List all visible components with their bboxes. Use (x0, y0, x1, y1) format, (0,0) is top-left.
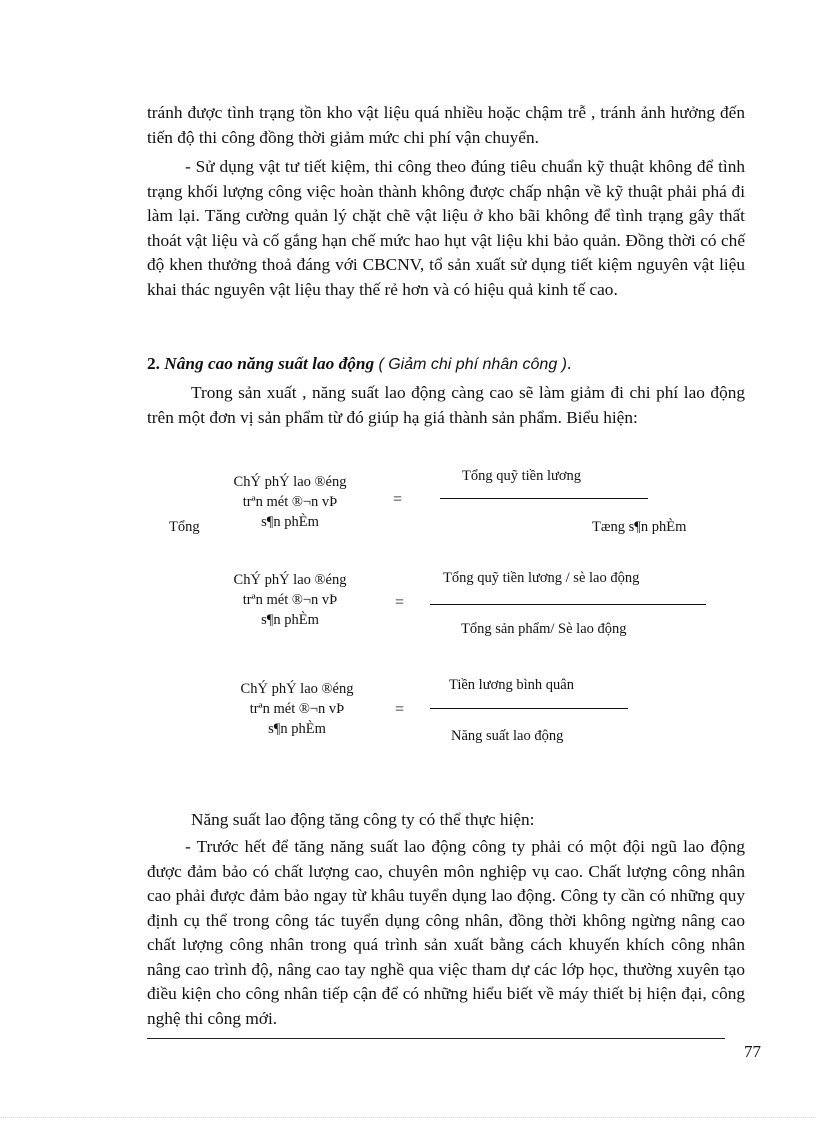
formula-2-fraction-bar (430, 604, 706, 605)
formula-1-numerator: Tổng quỹ tiền lương (462, 468, 582, 484)
formula-1-lhs-line-3: s¶n phÈm (261, 514, 319, 530)
formula-1-prefix: Tổng (169, 519, 200, 535)
page-number: 77 (744, 1042, 761, 1061)
formula-3-numerator: Tiền lương bình quân (449, 677, 574, 693)
formula-3-fraction-bar (430, 708, 628, 709)
formula-2-lhs-line-3: s¶n phÈm (261, 612, 319, 628)
section-number: 2. (147, 354, 160, 373)
section-title: Nâng cao năng suất lao động (164, 354, 375, 373)
paragraph-1: tránh được tình trạng tồn kho vật liệu quá nhiều hoặc chậm trễ , tránh ảnh hưởng đến tiến độ thi công đồng thời giảm mức chi phí vận chuyển. (147, 103, 745, 147)
formula-1-lhs-line-1: ChÝ phÝ lao ®éng (233, 474, 347, 490)
formula-1-denominator: Tæng s¶n phÈm (592, 519, 687, 535)
paragraph-5: - Trước hết để tăng năng suất lao động công ty phải có một đội ngũ lao động được đảm bảo có chất lượng cao, chuyên môn nghiệp vụ cao. Chất lượng công nhân cao phải được đảm bảo ngay từ khâu tuyển dụng lao động. Công ty cần có những quy định cụ thể trong công tác tuyển dụng công nhân, đồng thời không ngừng nâng cao chất lượng công nhân trong quá trình sản xuất bằng cách khuyến khích công nhân nâng cao trình độ, nâng cao tay nghề qua việc tham dự các lớp học, thường xuyên tạo điều kiện cho công nhân tiếp cận để có những hiểu biết về máy thiết bị hiện đại, công nghệ thi công mới. (147, 837, 745, 1028)
formula-2-numerator: Tổng quỹ tiền lương / sè lao động (443, 570, 640, 586)
formula-3-lhs-line-1: ChÝ phÝ lao ®éng (240, 681, 354, 697)
formula-3-lhs-line-2: trªn mét ®¬n vÞ (249, 701, 345, 717)
formula-2-lhs-line-2: trªn mét ®¬n vÞ (242, 592, 338, 608)
page-edge-dotted-line (0, 1117, 816, 1118)
formula-3-equals: = (395, 701, 405, 718)
paragraph-3: Trong sản xuất , năng suất lao động càng cao sẽ làm giảm đi chi phí lao động trên một đơn vị sản phẩm từ đó giúp hạ giá thành sản phẩm. Biểu hiện: (147, 383, 745, 427)
formula-2-lhs-line-1: ChÝ phÝ lao ®éng (233, 572, 347, 588)
formula-2-equals: = (395, 594, 405, 611)
paragraph-4: Năng suất lao động tăng công ty có thể thực hiện: (191, 810, 535, 829)
formula-1-lhs-line-2: trªn mét ®¬n vÞ (242, 494, 338, 510)
paragraph-2: - Sử dụng vật tư tiết kiệm, thi công theo đúng tiêu chuẩn kỹ thuật không để tình trạng khối lượng công việc hoàn thành không được chấp nhận về kỹ thuật phải phá đi làm lại. Tăng cường quản lý chặt chẽ vật liệu ở kho bãi không để tình trạng gây thất thoát vật liệu và cố gắng hạn chế mức hao hụt vật liệu khi bảo quản. Đồng thời có chế độ khen thưởng thoả đáng với CBCNV, tổ sản xuất sử dụng tiết kiệm nguyên vật liệu khai thác nguyên vật liệu thay thế rẻ hơn và có hiệu quả kinh tế cao. (147, 157, 745, 299)
section-end: . (567, 354, 572, 373)
formula-2-denominator: Tổng sản phẩm/ Sè lao động (461, 621, 627, 637)
footer-divider (147, 1038, 725, 1039)
formula-1-fraction-bar (440, 498, 648, 499)
section-note: ( Giảm chi phí nhân công ) (378, 356, 567, 373)
formula-1-equals: = (393, 491, 403, 508)
section-heading (147, 352, 571, 377)
formula-3-denominator: Năng suất lao động (451, 728, 564, 744)
formula-3-lhs-line-3: s¶n phÈm (268, 721, 326, 737)
